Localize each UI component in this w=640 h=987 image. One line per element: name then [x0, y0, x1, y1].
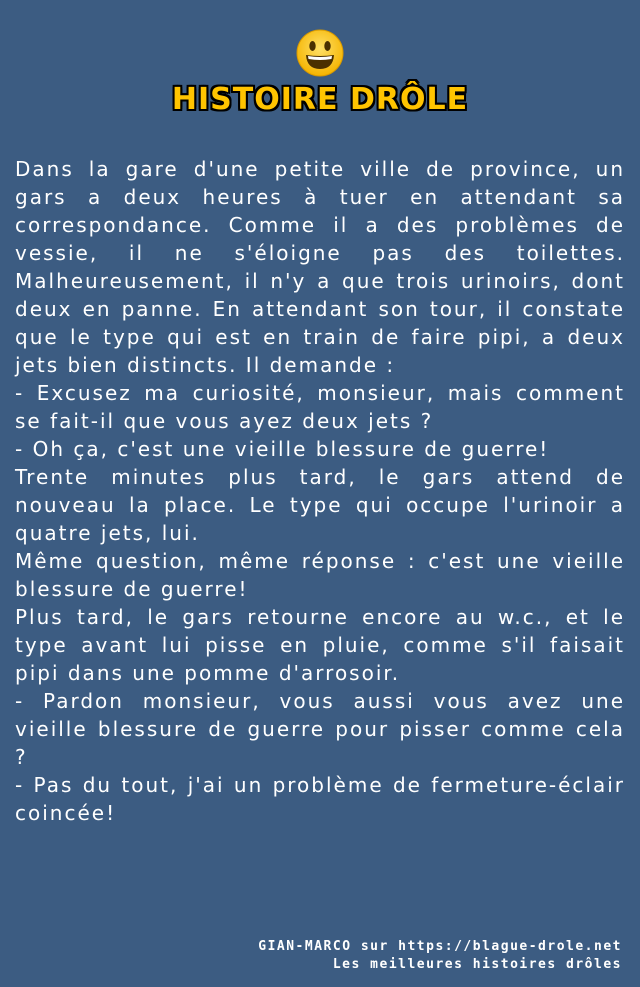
grinning-face-icon: [295, 28, 345, 78]
story-paragraph: Trente minutes plus tard, le gars attend de nouveau la place. Le type qui occupe l'urinoir a quatre jets, lui.: [15, 465, 625, 545]
story-paragraph: Plus tard, le gars retourne encore au w.c., et le type avant lui pisse en pluie, comme s'il faisait pipi dans une pomme d'arrosoir.: [15, 605, 625, 685]
story-paragraph: - Pardon monsieur, vous aussi vous avez une vieille blessure de guerre pour pisser comme cela ?: [15, 689, 625, 769]
story-paragraph: Dans la gare d'une petite ville de province, un gars a deux heures à tuer en attendant sa correspondance. Comme il a des problèmes de vessie, il ne s'éloigne pas des toilettes. Malheureusement, il n'y a que trois urinoirs, dont deux en panne. En attendant son tour, il constate que le type qui est en train de faire pipi, a deux jets bien distincts. Il demande :: [15, 157, 625, 377]
page-title: HISTOIRE DRÔLE: [171, 82, 469, 117]
story-paragraph: - Oh ça, c'est une vieille blessure de guerre!: [15, 437, 550, 461]
footer-credits: [258, 938, 622, 974]
header: [0, 28, 640, 118]
story-paragraph: - Excusez ma curiosité, monsieur, mais comment se fait-il que vous ayez deux jets ?: [15, 381, 625, 433]
story-text: [15, 155, 625, 827]
footer-tagline: Les meilleures histoires drôles: [332, 957, 622, 972]
story-paragraph: - Pas du tout, j'ai un problème de fermeture-éclair coincée!: [15, 773, 625, 825]
footer-author-line: GIAN-MARCO sur https://blague-drole.net: [258, 939, 622, 954]
story-paragraph: Même question, même réponse : c'est une vieille blessure de guerre!: [15, 549, 625, 601]
